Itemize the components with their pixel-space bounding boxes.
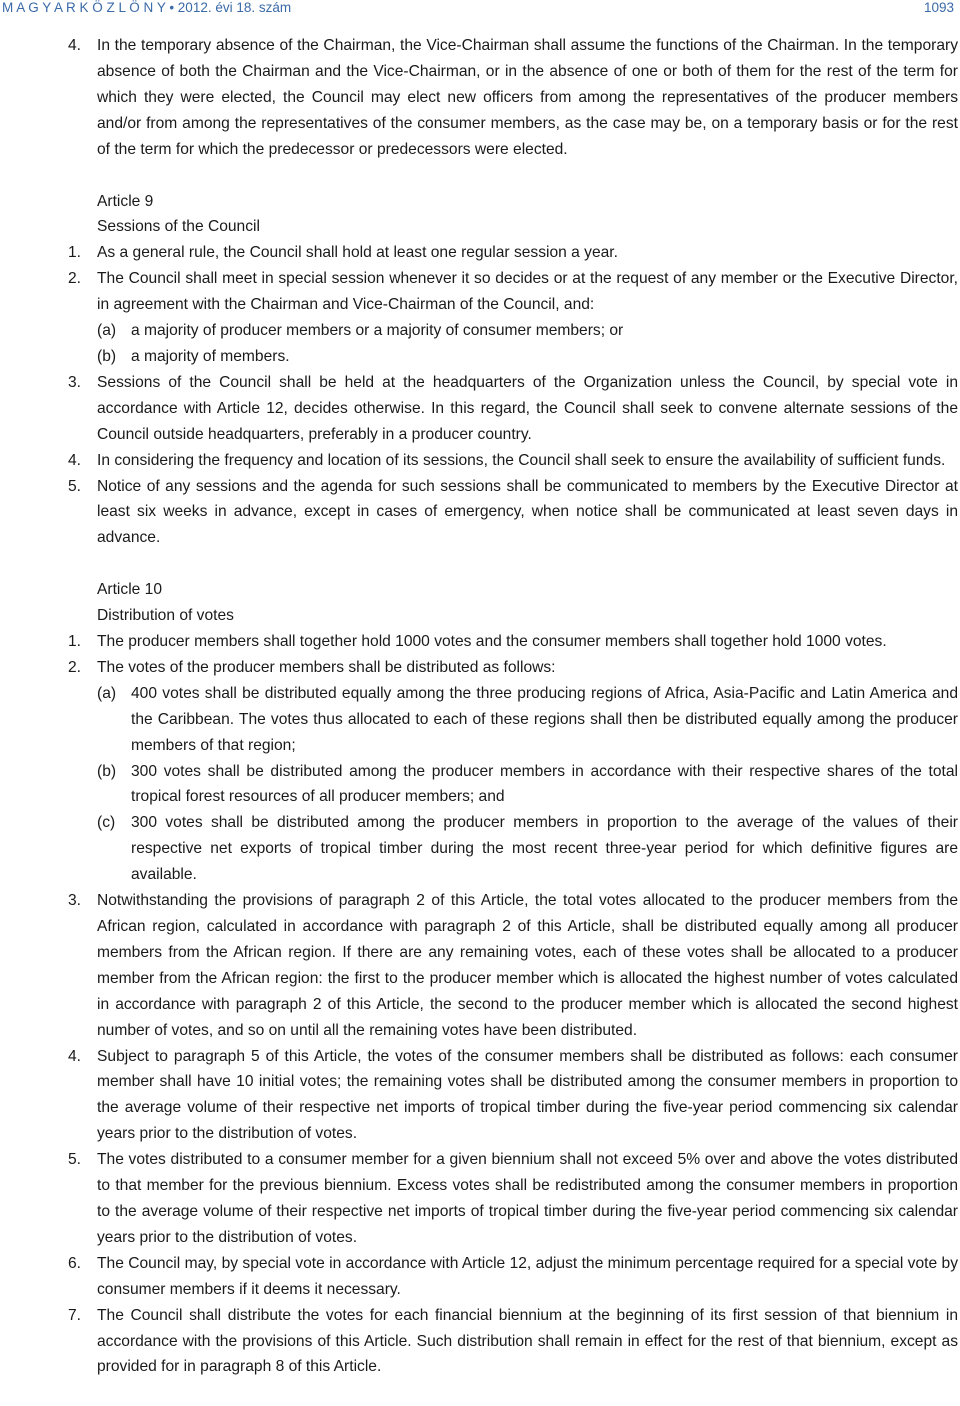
sub-item-label: (a) — [97, 322, 117, 340]
paragraph-number: 6. — [68, 1254, 82, 1272]
section-gap — [0, 551, 960, 577]
paragraph-number: 2. — [68, 270, 82, 288]
sub-item-text: 300 votes shall be distributed among the producer members in accordance with their respective shares of the total tropical forest resources of all producer members; and — [131, 762, 958, 806]
paragraph-text: Sessions of the Council shall be held at the headquarters of the Organization unless the Council, by special vote in accordance with Article 12, decides otherwise. In this regard, the Council shall seek to convene alternate sessions of the Council outside headquarters, preferably in a producer country. — [97, 373, 958, 443]
numbered-paragraph — [0, 370, 960, 448]
sub-item-label: (a) — [97, 684, 117, 702]
numbered-paragraph — [0, 266, 960, 318]
paragraph-text: As a general rule, the Council shall hold at least one regular session a year. — [97, 244, 618, 262]
paragraph-number: 4. — [68, 451, 82, 469]
article-number: Article 10 — [97, 581, 163, 599]
page-header — [2, 0, 956, 26]
sub-item-text: a majority of producer members or a majority of consumer members; or — [131, 322, 624, 340]
paragraph-text: The votes distributed to a consumer member for a given biennium shall not exceed 5% over and above the votes distributed to that member for the previous biennium. Excess votes shall be redistributed among the consumer members in proportion to the average volume of their respective net imports of tropical timber during the five-year period commencing six calendar years prior to the distribution of votes. — [97, 1151, 958, 1246]
paragraph-number: 4. — [68, 37, 82, 54]
journal-title: M A G Y A R K Ö Z L Ö N Y • 2012. évi 18. szám — [2, 0, 292, 15]
numbered-paragraph — [0, 1147, 960, 1251]
numbered-paragraph — [0, 888, 960, 1043]
paragraph-text: Notwithstanding the provisions of paragraph 2 of this Article, the total votes allocated to the producer members from the African region, calculated in accordance with paragraph 2 of this Article, shall be distributed equally among all producer members from the African region. If there are any remaining votes, each of these votes shall be allocated to a producer member from the African region: the first to the producer member which is allocated the highest number of votes calculated in accordance with paragraph 2 of this Article, the second to the producer member which is allocated the second highest number of votes, and so on until all the remaining votes have been distributed. — [97, 892, 958, 1039]
numbered-paragraph — [0, 655, 960, 681]
paragraph-text: The Council shall meet in special session whenever it so decides or at the request of any member or the Executive Director, in agreement with the Chairman and Vice-Chairman of the Council, and: — [97, 270, 958, 314]
paragraph-text: In the temporary absence of the Chairman, the Vice-Chairman shall assume the functions of the Chairman. In the temporary absence of both the Chairman and the Vice-Chairman, or in the absence of one or both of them for the rest of the term for which they were elected, the Council may elect new officers from among the representatives of the producer members and/or from among the representatives of the consumer members, as the case may be, on a temporary basis or for the rest of the term for which the predecessor or predecessors were elected. — [97, 37, 958, 158]
sub-item-label: (b) — [97, 347, 117, 365]
paragraph-text: Subject to paragraph 5 of this Article, the votes of the consumer members shall be distributed as follows: each consumer member shall have 10 initial votes; the remaining votes shall be distributed among the consumer members in proportion to the average volume of their respective net imports of tropical timber during the five-year period commencing six calendar years prior to the distribution of votes. — [97, 1047, 958, 1143]
article-title: Sessions of the Council — [97, 218, 260, 236]
numbered-paragraph — [0, 240, 960, 266]
article-heading — [97, 189, 960, 241]
paragraph-number: 5. — [68, 477, 82, 495]
numbered-paragraph — [0, 1303, 960, 1381]
sub-item — [0, 810, 960, 888]
sub-item-text: a majority of members. — [131, 347, 290, 365]
sub-item — [0, 759, 960, 811]
paragraph-number: 4. — [68, 1047, 82, 1065]
section-gap — [0, 163, 960, 189]
page-number: 1093 — [923, 0, 954, 15]
sub-item — [0, 681, 960, 759]
article-title: Distribution of votes — [97, 607, 234, 625]
paragraph-number: 1. — [68, 244, 82, 262]
sub-item-text: 300 votes shall be distributed among the producer members in proportion to the average of the values of their respective net exports of tropical timber during the most recent three-year period for which definitive figures are available. — [131, 814, 958, 884]
paragraph-number: 3. — [68, 892, 82, 910]
numbered-paragraph — [0, 448, 960, 474]
paragraph-number: 7. — [68, 1306, 82, 1324]
numbered-paragraph — [0, 629, 960, 655]
document-body — [0, 33, 960, 1380]
paragraph-text: The Council shall distribute the votes for each financial biennium at the beginning of its first session of that biennium in accordance with the provisions of this Article. Such distribution shall remain in effect for the rest of that biennium, except as provided for in paragraph 8 of this Article. — [97, 1306, 958, 1376]
numbered-paragraph — [0, 33, 960, 163]
paragraph-text: The Council may, by special vote in accordance with Article 12, adjust the minimum percentage required for a special vote by consumer members if it deems it necessary. — [97, 1254, 958, 1298]
sub-item-label: (b) — [97, 762, 117, 780]
sub-item — [0, 344, 960, 370]
paragraph-text: In considering the frequency and location of its sessions, the Council shall seek to ensure the availability of sufficient funds. — [97, 451, 946, 469]
sub-item-text: 400 votes shall be distributed equally among the three producing regions of Africa, Asia-Pacific and Latin America and the Caribbean. The votes thus allocated to each of these regions shall then be distributed equally among the producer members of that region; — [131, 684, 958, 754]
paragraph-text: The votes of the producer members shall be distributed as follows: — [97, 658, 556, 676]
numbered-paragraph — [0, 1251, 960, 1303]
paragraph-number: 2. — [68, 658, 82, 676]
numbered-paragraph — [0, 474, 960, 552]
numbered-paragraph — [0, 1044, 960, 1148]
paragraph-number: 3. — [68, 373, 82, 391]
paragraph-text: The producer members shall together hold 1000 votes and the consumer members shall together hold 1000 votes. — [97, 633, 887, 651]
article-number: Article 9 — [97, 192, 154, 210]
paragraph-number: 1. — [68, 633, 82, 651]
sub-item-label: (c) — [97, 814, 116, 832]
article-heading — [97, 577, 960, 629]
sub-item — [0, 318, 960, 344]
paragraph-number: 5. — [68, 1151, 82, 1169]
paragraph-text: Notice of any sessions and the agenda for such sessions shall be communicated to members by the Executive Director at least six weeks in advance, except in cases of emergency, when notice shall be communicated at least seven days in advance. — [97, 477, 958, 547]
